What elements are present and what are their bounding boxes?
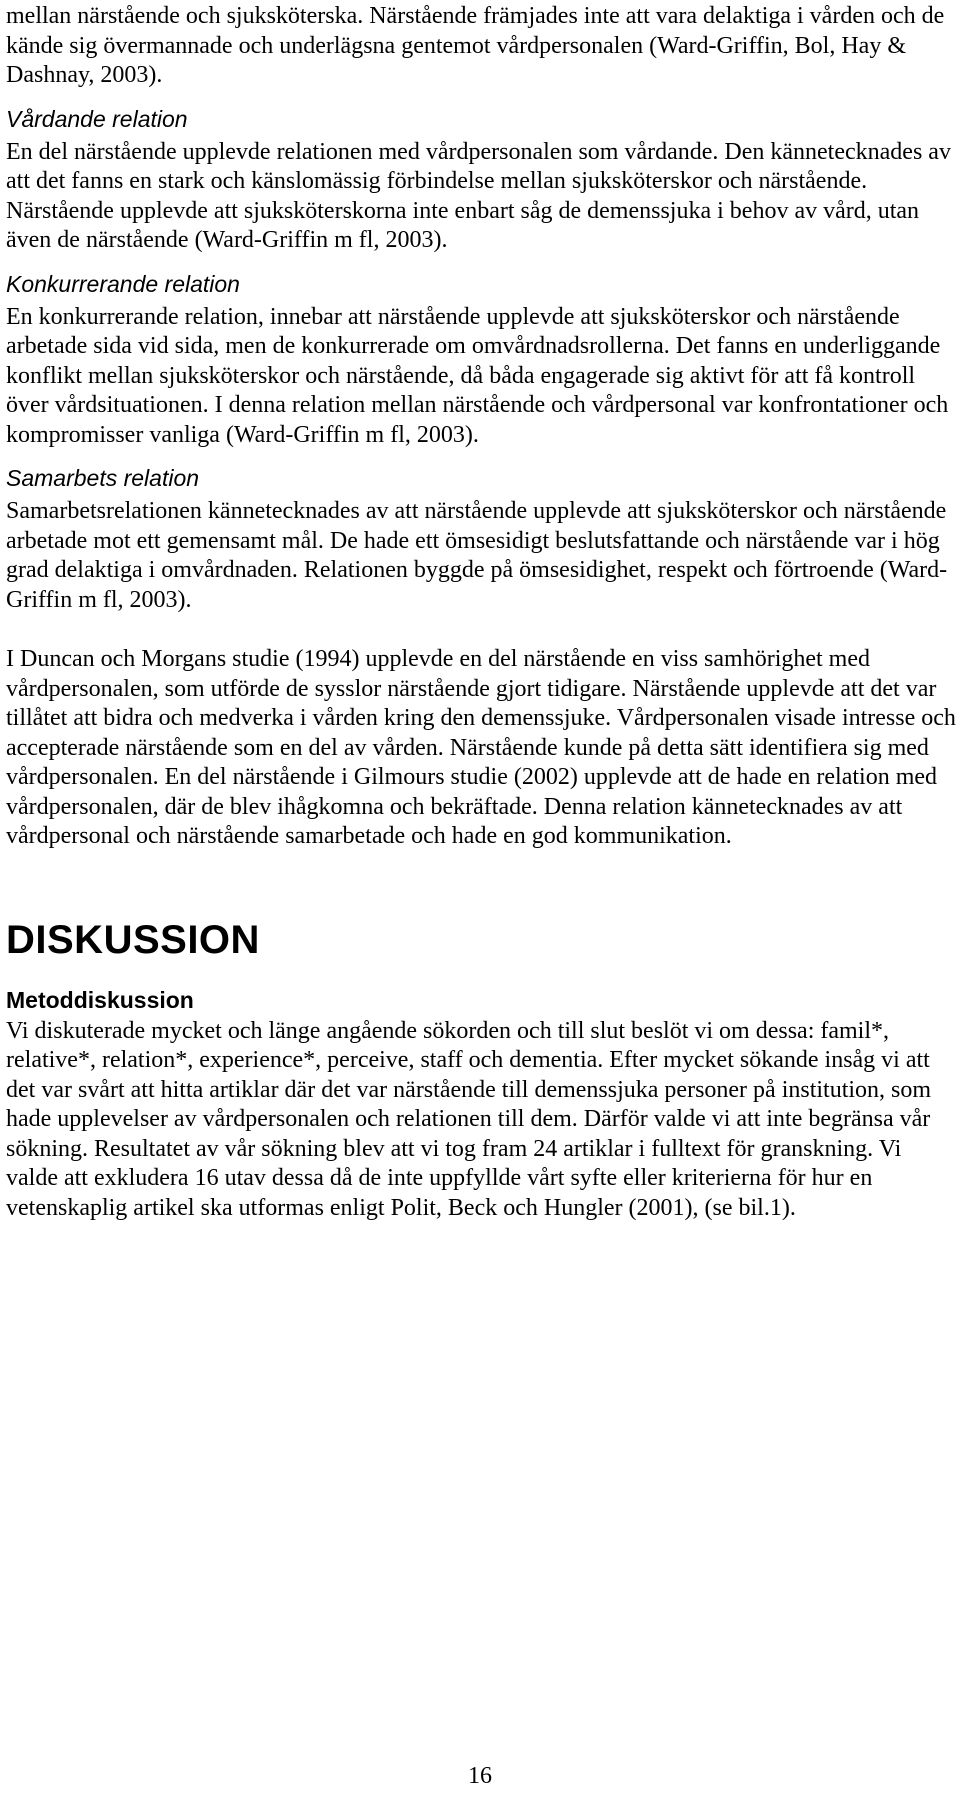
discussion-heading: DISKUSSION bbox=[6, 917, 260, 962]
section-paragraph-vardande: En del närstående upplevde relationen med vårdpersonalen som vårdande. Den kännetecknades av att det fanns en stark och känslomässig förbindelse mellan sjuksköterskor och närstående. Närstående upplevde att sjuksköterskorna inte enbart såg de demenssjuka i behov av vård, utan även de närstående (Ward-Griffin m fl, 2003). bbox=[6, 138, 951, 253]
section-heading-konkurrerande: Konkurrerande relation bbox=[6, 270, 240, 297]
section-paragraph-samarbets: Samarbetsrelationen kännetecknades av att närstående upplevde att sjuksköterskor och närstående arbetade mot ett gemensamt mål. De hade ett ömsesidigt beslutsfattande och närstående var i hög grad delaktiga i omvårdnaden. Relationen byggde på ömsesidighet, respekt och förtroende (Ward-Griffin m fl, 2003). bbox=[6, 498, 948, 613]
intro-paragraph: mellan närstående och sjuksköterska. Närstående främjades inte att vara delaktiga i vården och de kände sig övermannade och underlägsna gentemot vårdpersonalen (Ward-Griffin, Bol, Hay & Dashnay, 2003). bbox=[6, 3, 945, 88]
section-heading-vardande: Vårdande relation bbox=[6, 105, 188, 132]
page-number: 16 bbox=[468, 1763, 492, 1789]
method-heading: Metoddiskussion bbox=[6, 986, 194, 1013]
section-paragraph-konkurrerande: En konkurrerande relation, innebar att närstående upplevde att sjuksköterskor och närstående arbetade sida vid sida, men de konkurrerade om omvårdnadsrollerna. Det fanns en underliggande konflikt mellan sjuksköterskor och närstående, då båda engagerade sig aktivt för att få kontroll över vårdsituationen. I denna relation mellan närstående och vårdpersonal var konfrontationer och kompromisser vanliga (Ward-Griffin m fl, 2003). bbox=[6, 303, 949, 448]
duncan-paragraph: I Duncan och Morgans studie (1994) upplevde en del närstående en viss samhörighet med vårdpersonalen, som utförde de sysslor närstående gjort tidigare. Närstående upplevde att det var tillåtet att bidra och medverka i vården kring den demenssjuke. Vårdpersonalen visade intresse och accepterade närstående som en del av vården. Närstående kunde på detta sätt identifiera sig med vårdpersonalen. En del närstående i Gilmours studie (2002) upplevde att de hade en relation med vårdpersonalen, där de blev ihågkomna och bekräftade. Denna relation kännetecknades av att vårdpersonal och närstående samarbetade och hade en god kommunikation. bbox=[6, 646, 956, 849]
document-page bbox=[6, 0, 958, 1223]
method-paragraph: Vi diskuterade mycket och länge angående sökorden och till slut beslöt vi om dessa: famil*, relative*, relation*, experience*, perceive, staff och dementia. Efter mycket sökande insåg vi att det var svårt att hitta artiklar där det var närstående till demenssjuka personer på institution, som hade upplevelser av vårdpersonalen och relationen till dem. Därför valde vi att inte begränsa vår sökning. Resultatet av vår sökning blev att vi tog fram 24 artiklar i fulltext för granskning. Vi valde att exkludera 16 utav dessa då de inte uppfyllde vårt syfte eller kriterierna för hur en vetenskaplig artikel ska utformas enligt Polit, Beck och Hungler (2001), (se bil.1). bbox=[6, 1017, 932, 1221]
section-heading-samarbets: Samarbets relation bbox=[6, 465, 200, 491]
